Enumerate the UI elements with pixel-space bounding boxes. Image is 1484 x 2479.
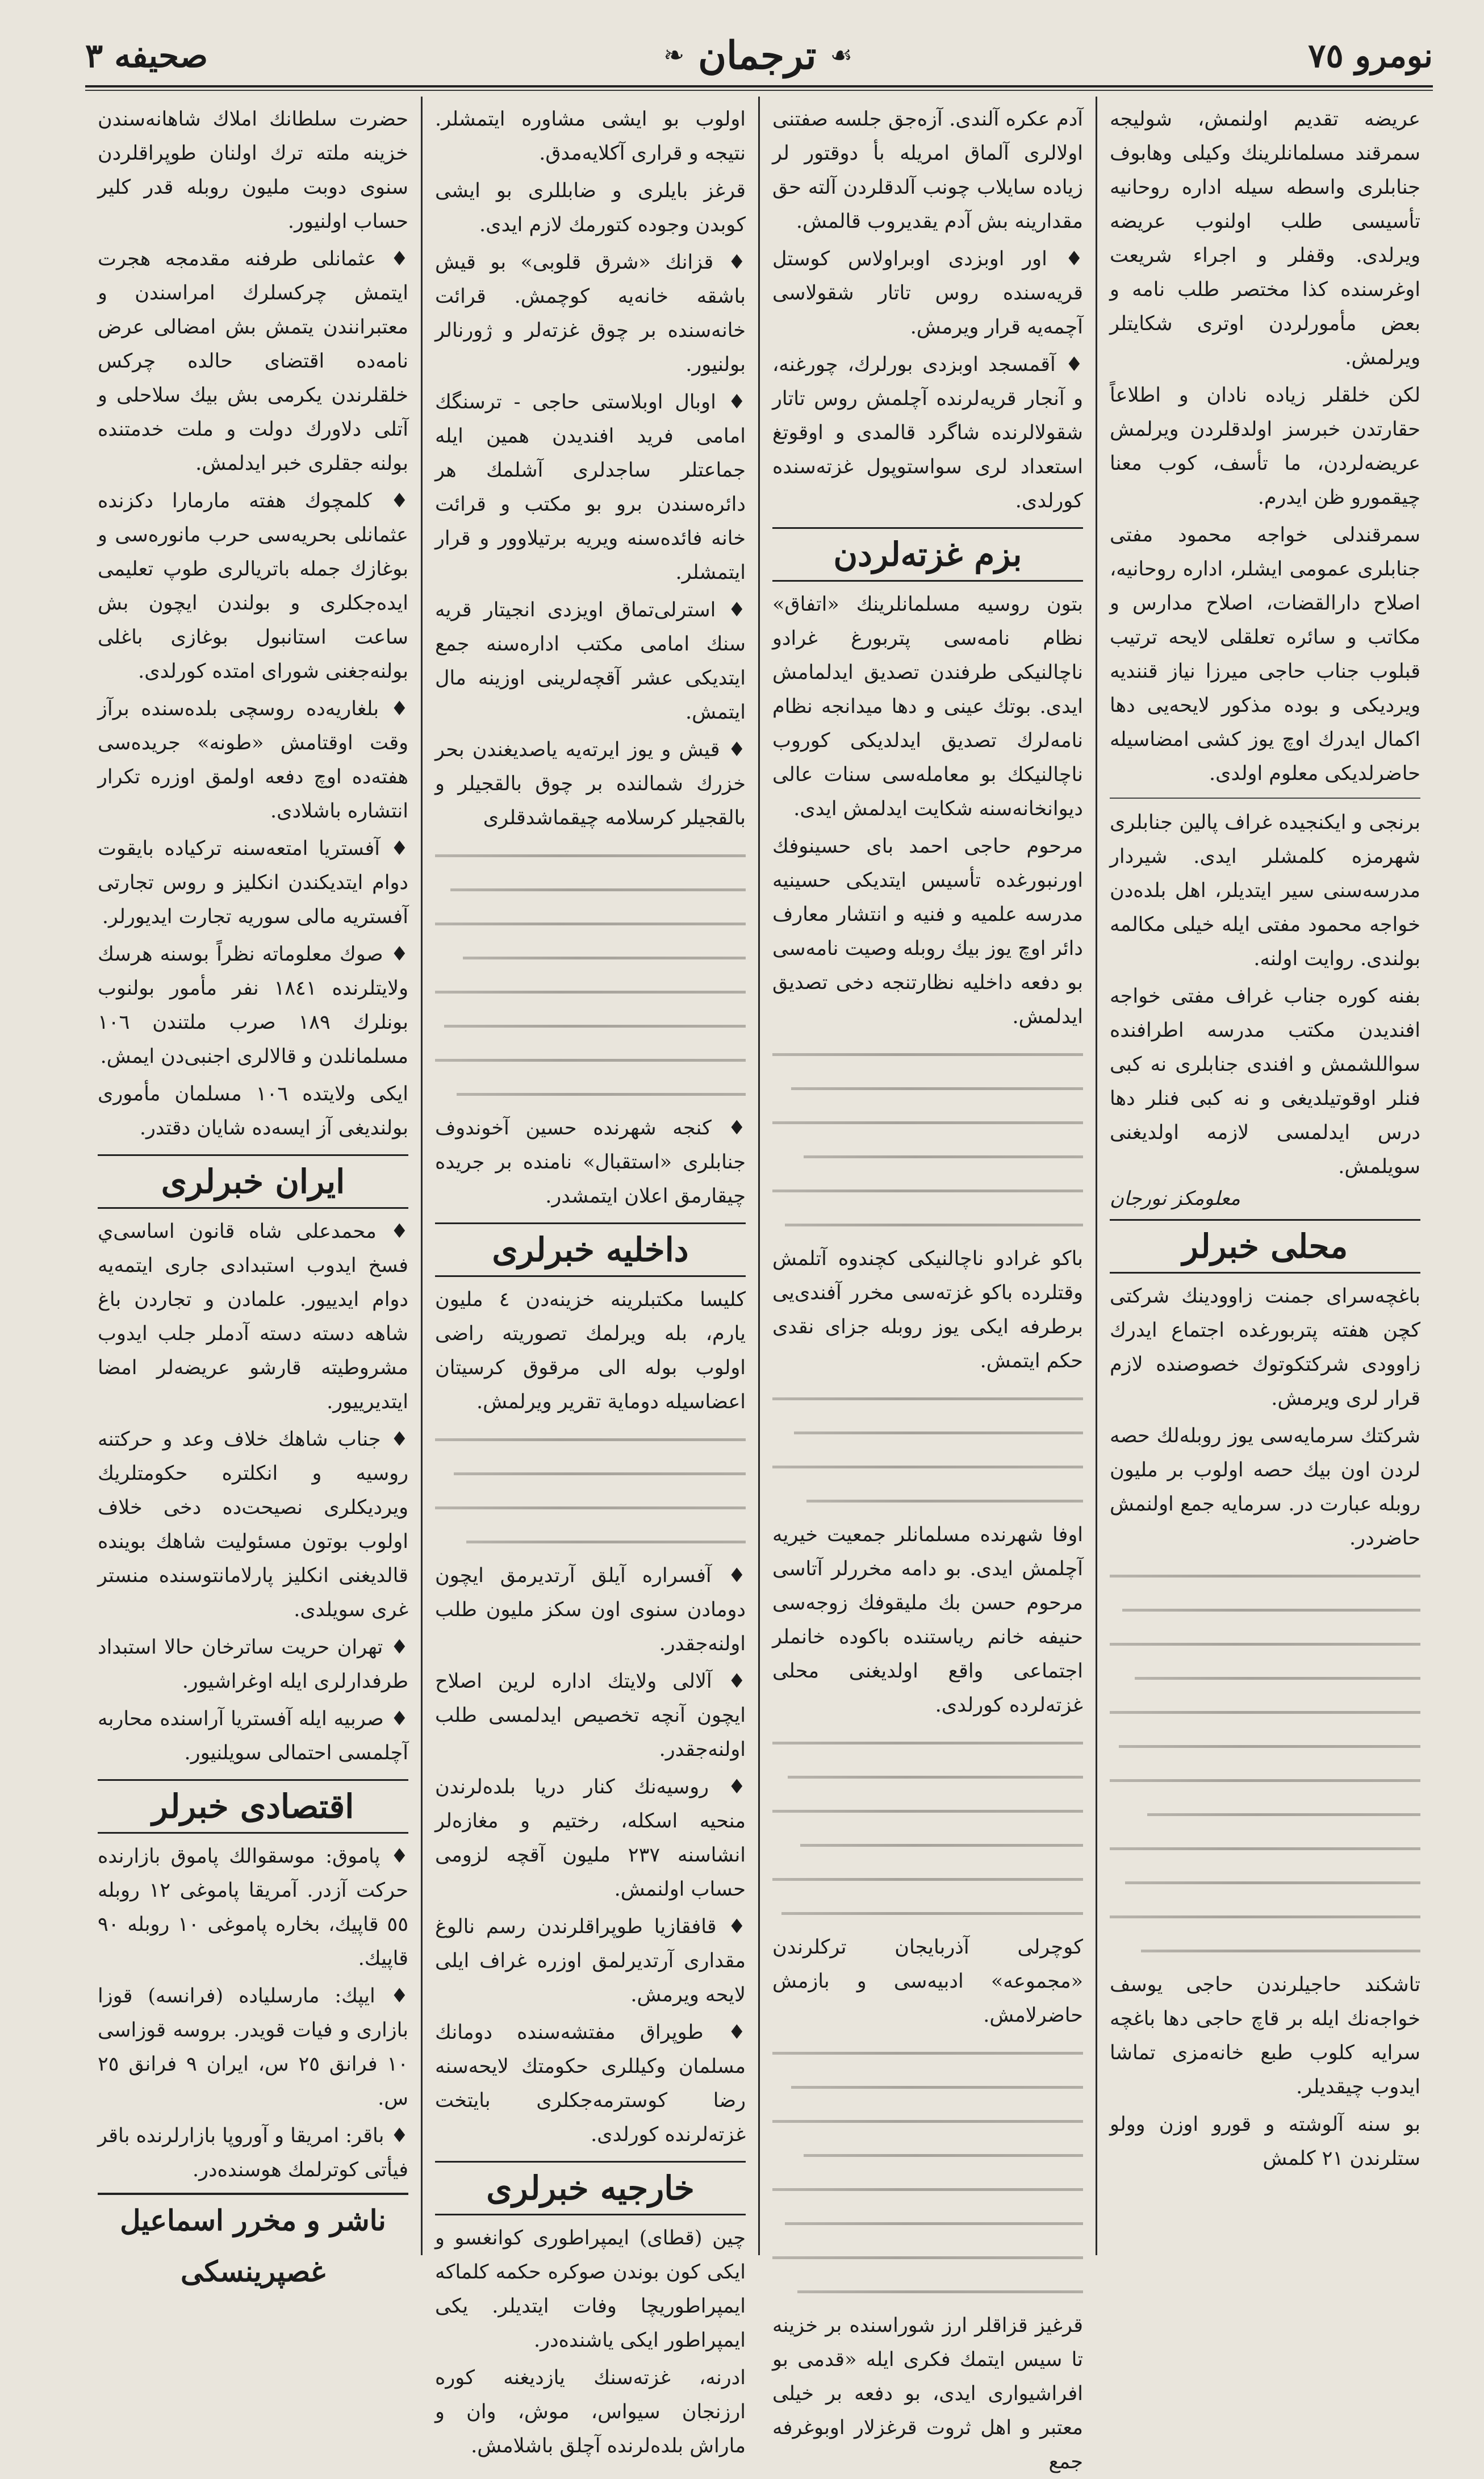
section-heading-iran-news: ايران خبرلرى [98,1154,408,1209]
columns [85,97,1433,2473]
news-item: ♦ طوپراق مفتشه‌سنده دومانك مسلمان وكيللرى حكومتك لايحه‌سنه رضا كوسترمه‌جكلرى بايتخت غزته‌لرنده كورلدى. [435,2021,746,2146]
news-item: ♦ كلمچوك هفته مارمارا دكزنده عثمانلى بحريه‌سى حرب مانوره‌سى و بوغازك جمله باتريالرى طوپ تعليمى ايده‌جكلرى و بولندن ايچون بش ساعت استانبول بوغازى باغلى بولنه‌جغنى شوراى امتده كورلدى. [98,490,408,683]
news-item: ♦ آفستريا امتعه‌سنه تركياده بايقوت دوام ايتديكندن انكليز و روس تجارتى آفستريه مالى سوريه تجارت ايديورلر. [98,837,408,928]
article-paragraph: بو سنه آلوشته و قورو اوزن وولو ستلرندن ٢١ كلمش [1110,2113,1420,2170]
column-1 [1096,97,1433,2255]
news-item: ♦ كنجه شهرنده حسين آخوندوف جنابلرى «استقبال» نامنده بر جريده چيقارمق اعلان ايتمشدر. [435,1117,746,1208]
article-paragraph: كوچرلى آذربايجان تركلرندن «مجموعه» ادبيه‌سى و بازمش حاضرلامش. [772,1936,1083,2027]
news-item: ♦ صربيه ايله آفستريا آراسنده محاربه آچلمسى احتمالى سويلنيور. [98,1708,408,1764]
article-paragraph: حضرت سلطانك املاك شاهانه‌سندن خزينه ملته ترك اولنان طوپراقلردن سنوى دوبت مليون روبله قدر كلير حساب اولنيور. [98,108,408,233]
news-item: ♦ باقر: امريقا و آوروپا بازارلرنده باقر فيأتى كوترلمك هوسنده‌در. [98,2125,408,2181]
section-heading-our-newspapers: بزم غزته‌لردن [772,527,1083,582]
news-item: ♦ جناب شاهك خلاف وعد و حركتنه روسيه و انكلتره حكومتلريك ويرديكلرى نصيحت‌ده دخى خلاف اولوب بوتون مسئوليت شاهك بوينده قالديغنى انكليز پارلامانتوسنده منستر غرى سويلدى. [98,1428,408,1621]
article-paragraph: عريضه تقديم اولنمش، شوليجه سمرقند مسلمانلرينك وكيلى وهابوف جنابلرى واسطه سيله اداره روحانيه تأسيسى طلب اولنوب عريضه ويرلدى. وقفلر و اجراء شريعت اوغرسنده كذا مختصر طلب نامه و بعض مأمورلردن اوترى شكايتلر ويرلمش. [1110,108,1420,369]
article-paragraph: مرحوم حاجى احمد باى حسينوفك اورنبورغده تأسيس ايتديكى حسينيه مدرسه علميه و فنيه و انتشار معارف دائر اوچ يوز بيك روبله وصيت نامه‌سى بو دفعه داخليه نظارتنجه دخى تصديق ايدلمش. [772,835,1083,1028]
column-3 [421,97,758,2457]
news-item: ♦ قافقازيا طوپراقلرندن رسم نالوغ مقدارى آرتديرلمق اوزره غراف ايلى لايحه ويرمش. [435,1915,746,2006]
illegible-text-block [435,838,746,1111]
section-heading-local-news: محلى خبرلر [1110,1219,1420,1274]
article-paragraph: بتون روسيه مسلمانلرينك «اتفاق» نظام نامه‌سى پتربورغ غرادو ناچالنيكى طرفندن تصديق ايدلمامش ايدى. بوتك عينى و دها ميدانجه نظام نامه‌لرك تصديق ايدلديكى كوروب ناچالنيكك بو معامله‌سى سنات عالى ديوانخانه‌سنه شكايت ايدلمش ايدى. [772,593,1083,820]
article-paragraph: ادرنه، غزته‌سنك يازديغنه كوره ارزنجان سيواس، موش، وان و ماراش بلده‌لرنده آچلق باشلامش. [435,2367,746,2457]
illegible-text-block [435,1422,746,1559]
illegible-text-block [772,1037,1083,1242]
article-paragraph: باكو غرادو ناچالنيكى كچندوه آتلمش وقتلرده باكو غزته‌سى مخرر آفندى‌يى برطرفه ايكى يوز روبله جزاى نقدى حكم ايتمش. [772,1247,1083,1372]
column-2 [758,97,1096,2473]
news-item: ♦ آفسراره آيلق آرتديرمق ايچون دومادن سنوى اون سكز مليون طلب اولنه‌جقدر. [435,1564,746,1655]
article-paragraph: برنجى و ايكنجيده غراف پالين جنابلرى شهرمزه كلمشلر ايدى. شيردار مدرسه‌سنى سير ايتديلر، اهل بلده‌دن خواجه محمود مفتى ايله خيلى مكالمه بولندى. روايت اولنه. [1110,811,1420,970]
article-paragraph: كليسا مكتبلرينه خزينه‌دن ٤ مليون يارم، بله ويرلمك تصوريته راضى اولوب بوله الى مرقوق كرسيتان اعضاسيله دوماية تقرير ويرلمش. [435,1288,746,1413]
news-item: ♦ محمدعلى شاه قانون اساسى‌ي فسخ ايدوب استبدادى جارى ايتمه‌يه دوام ايدييور. علمادن و تجاردن باغ شاهه دسته دسته آدملر جلب ايدوب مشروطيته قارشو عريضه‌لر امضا ايتديرييور. [98,1220,408,1413]
news-item: ♦ قيش و يوز ايرته‌يه ياصديغندن بحر خزرك شمالنده بر چوق بالقجيلر و بالقجيلر كرسلامه چيقماشدقلرى [435,738,746,829]
news-item: ♦ آقمسجد اوبزدى بورلرك، چورغنه، و آنجار قريه‌لرنده آچلمش روس تاتار شقولالرنده شاگرد قالمدى و اوقوتغ استعداد لرى سواستوپول غزته‌سنده كورلدى. [772,353,1083,512]
masthead-rule [85,90,1433,91]
news-item: ♦ ايپك: مارسلياده (فرانسه) قوزا بازارى و فيات قويدر. بروسه قوزاسى ١٠ فرانق ٢٥ س، ايران ٩ فرانق ٢٥ س. [98,1985,409,2110]
article-paragraph: اولوب بو ايشى مشاوره ايتمشلر. نتيجه و قرارى آكلايه‌مدق. [435,108,746,165]
masthead [85,26,1433,87]
news-item: ♦ پاموق: موسقوالك پاموق بازارنده حركت آزدر. آمريقا پاموغى ١٢ روبله ٥٥ قاپيك، بخاره پاموغى ١٠ روبله ٩٠ قاپيك. [98,1845,408,1970]
illegible-text-block [772,1382,1083,1518]
article-paragraph: قرغز بايلرى و ضابللرى بو ايشى كوبدن وجوده كتورمك لازم ايدى. [435,180,746,236]
news-item: ♦ روسيه‌نك كنار دريا بلده‌لرندن منحيه اسكله، رختيم و مغازه‌لر انشاسنه ٢٣٧ مليون آقچه لزومى حساب اولنمش. [435,1776,746,1901]
news-item: ♦ آلالى ولايتك اداره لرين اصلاح ايچون آنچه تخصيص ايدلمسى طلب اولنه‌جقدر. [435,1670,746,1761]
separator [1110,798,1420,799]
news-item: ♦ استرلى‌تماق اويزدى انجيتار قريه سنك امامى مكتب اداره‌سنه جمع ايتديكى عشر آقچه‌لرينى اوزينه مال ايتمش. [435,599,746,724]
section-heading-domestic-news: داخليه خبرلرى [435,1222,746,1277]
article-paragraph: ايكى ولايتده ١٠٦ مسلمان مأمورى بولنديغى آز ايسه‌ده شايان دقتدر. [98,1083,409,1140]
news-item: ♦ بلغاريه‌ده روسچى بلده‌سنده برآز وقت اوقتامش «طونه» جريده‌سى هفته‌ده اوچ دفعه اولمق اوزره تكرار انتشاره باشلادى. [98,698,408,823]
news-item: ♦ عثمانلى طرفنه مقدمجه هجرت ايتمش چركسلرك امراسندن و معتبرانندن يتمش بش امضالى عرض نامه‌ده اقتضاى حالده چركس خلقلرندن يكرمى بش بيك سلاحلى و آتلى دلاورك دولت و ملت خدمتنده بولنه جقلرى خبر ايدلمش. [98,248,408,475]
ornament-left-icon: ❧ [663,41,685,70]
article-paragraph: قرغيز قزاقلر ارز شوراسنده بر خزينه تا سيس ايتمك فكرى ايله «قدمى بو افراشيوارى ايدى، بو دفعه بر خيلى معتبر و اهل ثروت قرغزلار اوبوغرفه جمع [772,2314,1083,2473]
publisher-footer: ناشر و مخرر اسماعيل غصپرينسكى [98,2193,408,2297]
issue-number: نومرو ٧٥ [1308,36,1433,75]
illegible-text-block [1110,1559,1420,1968]
signature: معلومكز نورجان [1110,1187,1240,1210]
article-paragraph: شركتك سرمايه‌سى يوز روبله‌لك حصه لردن اون بيك حصه اولوب بر مليون روبله عبارت در. سرمايه جمع اولنمش حاضردر. [1110,1425,1420,1550]
news-item: ♦ قزانك «شرق قلوبى» بو قيش باشقه خانه‌يه كوچمش. قرائت خانه‌سنده بر چوق غزته‌لر و ژورنالر بولنيور. [435,251,746,376]
article-paragraph: بفنه كوره جناب غراف مفتى خواجه افنديدن مكتب مدرسه اطرافنده سواللشمش و افندى جنابلرى نه كبى فنلر اوقوتيلديغى و نه كبى فنلر دها درس ايدلمسى لازمه اولديغنى سويلمش. [1110,985,1420,1178]
column-4 [85,97,421,2288]
article-paragraph: سمرقندلى خواجه محمود مفتى جنابلرى عمومى ايشلر، اداره روحانيه، اصلاح دارالقضات، اصلاح مدارس و مكاتب و سائره تعلقلى لايحه ترتيب قبلوب جناب حاجى ميرزا نياز قننديه ويرديكى و بوده مذكور لايحه‌يى دها اكمال ايدرك اوچ يوز كشى امضاسيله حاضرلديكى معلوم اولدى. [1110,524,1420,785]
illegible-text-block [772,1726,1083,1930]
newspaper-title: ترجمان [698,32,817,78]
article-paragraph: تاشكند حاجيلرندن حاجى يوسف خواجه‌نك ايله بر قاچ حاجى دها باغچه سرايه كلوب طبع خانه‌مزى تماشا ايدوب چيقديلر. [1110,1973,1420,2098]
news-item: ♦ صوك معلوماته نظراً بوسنه هرسك ولايتلرنده ١٨٤١ نفر مأمور بولنوب بونلرك ١٨٩ صرب ملتندن ١٠٦ مسلمانلدن و قالالرى اجنبى‌دن ايمش. [98,943,409,1068]
article-paragraph: آدم عكره آلندى. آزه‌جق جلسه صفتنى اولالرى آلماق امريله بأ دوقتور لر زياده سايلاب چونب آلدقلردن آلته حق مقدارينه بش آدم يقديروب قالمش. [772,108,1083,233]
news-item: ♦ تهران حريت ساترخان حالا استبداد طرفدارلرى ايله اوغراشيور. [98,1636,408,1693]
news-item: ♦ اور اوبزدى اوبراولاس كوستل قريه‌سنده روس تاتار شقولاسى آچمه‌يه قرار ويرمش. [772,248,1083,339]
section-heading-foreign-news: خارجيه خبرلرى [435,2161,746,2215]
article-paragraph: اوفا شهرنده مسلمانلر جمعيت خيريه آچلمش ايدى. بو دامه مخررلر آتاسى مرحوم حسن بك مليقوفك زوجه‌سى حنيفه خانم رياستنده باكوده خانملر اجتماعى واقع اولديغنى محلى غزته‌لرده كورلدى. [772,1524,1083,1717]
title-wrap [663,33,852,78]
news-item: ♦ اوبال اوبلاستى حاجى - ترسنگك امامى فريد افنديدن همين ايله جماعتلر ساجدلرى آشلمك هر دائره‌سندن برو بو مكتب و قرائت خانه فائده‌سنه ويريه برتيلاوور و قرار ايتمشلر. [435,391,746,584]
section-heading-economic-news: اقتصادى خبرلر [98,1779,408,1834]
article-paragraph: لكن خلقلر زياده نادان و اطلاعاً حقارتدن خبرسز اولدقلردن ويرلمش عريضه‌لردن، ما تأسف، كوب معنا چيقمورو ظن ايدرم. [1110,384,1420,509]
illegible-text-block [772,2036,1083,2309]
ornament-right-icon: ☙ [830,41,853,70]
article-paragraph: چين (قطاى) ايمپراطورى كوانغسو و ايكى كون بوندن صوكره حكمه كلماكه ايمپراطوريچا وفات ايتديلر. يكى ايمپراطور ايكى ياشنده‌در. [435,2227,746,2352]
article-paragraph: باغچه‌سراى جمنت زاوودينك شركتى كچن هفته پتربورغده اجتماع ايدرك زاوودى شركتكوتوك خصوصنده لازم قرار لرى ويرمش. [1110,1285,1420,1410]
page-number: صحيفه ٣ [85,36,208,75]
